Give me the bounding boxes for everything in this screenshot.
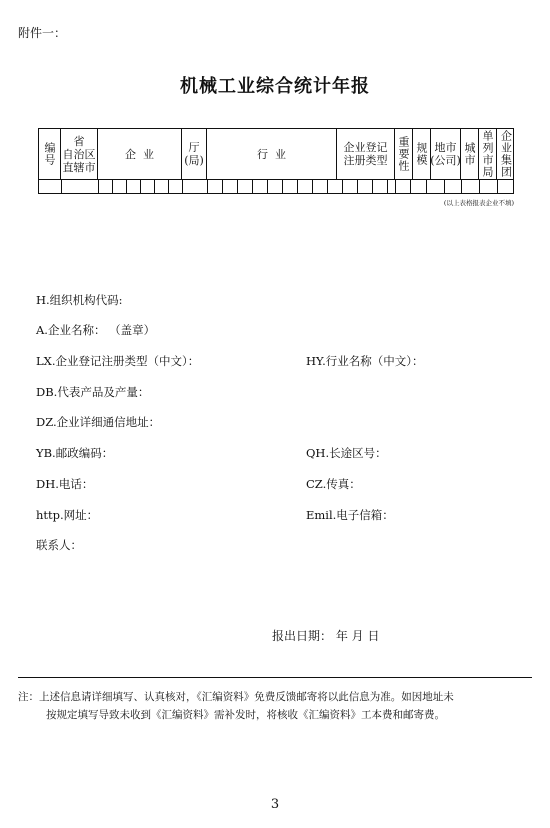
code-box-divider — [207, 180, 208, 194]
table-header-label: 省 自治区 直辖市 — [62, 134, 96, 174]
code-box-divider — [327, 180, 328, 194]
table-header-label: 企业集团 — [499, 130, 513, 178]
page-number: 3 — [270, 797, 280, 812]
table-header-cell — [337, 129, 395, 179]
company-name-field: A.企业名称： （盖章） — [36, 323, 156, 337]
area-code-field: QH.长途区号： — [306, 446, 387, 460]
code-box-divider — [479, 180, 480, 194]
code-box-divider — [426, 180, 427, 194]
report-date: 报出日期： 年 月 日 — [272, 629, 380, 643]
code-box-divider — [444, 180, 445, 194]
header-table — [38, 128, 514, 194]
code-box-divider — [252, 180, 253, 194]
table-header-label: 行 业 — [257, 147, 286, 161]
table-note: (以上表格报表企业不填) — [443, 199, 514, 207]
code-box-divider — [372, 180, 373, 194]
table-header-label: 规模 — [415, 142, 428, 166]
contact-field: 联系人： — [36, 538, 82, 552]
code-box-divider — [140, 180, 141, 194]
code-box-divider — [182, 180, 183, 194]
code-box-divider — [497, 180, 498, 194]
reg-type-field: LX.企业登记注册类型（中文）： — [36, 354, 200, 368]
table-header-label: 企业登记 注册类型 — [343, 141, 388, 167]
table-header-label: 地市 (公司) — [430, 141, 461, 167]
code-box-divider — [357, 180, 358, 194]
code-box-divider — [312, 180, 313, 194]
code-box-divider — [112, 180, 113, 194]
industry-field: HY.行业名称（中文）： — [306, 354, 424, 368]
attachment-label: 附件一： — [18, 26, 67, 40]
table-header-label: 城市 — [463, 142, 476, 166]
table-header-label: 单列市局 — [481, 130, 494, 178]
table-header-label: 重要性 — [397, 136, 410, 172]
code-box-divider — [168, 180, 169, 194]
code-box-divider — [342, 180, 343, 194]
table-header-cell — [98, 129, 182, 179]
table-header-cell — [461, 129, 479, 179]
code-box-divider — [126, 180, 127, 194]
table-header-label: 厅 (局) — [184, 141, 204, 167]
divider — [18, 677, 532, 678]
phone-field: DH.电话： — [36, 477, 94, 491]
code-box-divider — [387, 180, 388, 194]
footnote — [18, 688, 532, 724]
products-field: DB.代表产品及产量： — [36, 385, 150, 399]
table-header-cell — [207, 129, 337, 179]
table-header-cell — [61, 129, 98, 179]
table-header-cell — [39, 129, 61, 179]
table-header-label: 企 业 — [125, 147, 154, 161]
email-field: Emil.电子信箱： — [306, 508, 394, 522]
code-box-divider — [61, 180, 62, 194]
table-header-cell — [497, 129, 515, 179]
table-header-cell — [182, 129, 207, 179]
website-field: http.网址： — [36, 508, 99, 522]
code-box-divider — [267, 180, 268, 194]
code-box-divider — [461, 180, 462, 194]
table-header-cell — [431, 129, 461, 179]
code-box-divider — [395, 180, 396, 194]
code-box-row — [39, 179, 513, 194]
table-header-cell — [479, 129, 497, 179]
code-box-divider — [282, 180, 283, 194]
org-code-field: H.组织机构代码: — [36, 293, 123, 307]
code-box-divider — [410, 180, 411, 194]
code-box-divider — [237, 180, 238, 194]
footnote-line-2: 按规定填写导致未收到《汇编资料》需补发时，将核收《汇编资料》工本费和邮寄费。 — [46, 709, 445, 721]
table-header-label: 编号 — [43, 142, 56, 166]
postcode-field: YB.邮政编码： — [36, 446, 114, 460]
address-field: DZ.企业详细通信地址： — [36, 415, 161, 429]
table-header-cell — [395, 129, 413, 179]
code-box-divider — [154, 180, 155, 194]
page-title: 机械工业综合统计年报 — [180, 76, 370, 97]
table-header-cell — [413, 129, 431, 179]
footnote-line-1: 注：上述信息请详细填写、认真核对，《汇编资料》免费反馈邮寄将以此信息为准。如因地址未 — [18, 691, 454, 703]
code-box-divider — [222, 180, 223, 194]
code-box-divider — [297, 180, 298, 194]
fax-field: CZ.传真： — [306, 477, 361, 491]
code-box-divider — [98, 180, 99, 194]
